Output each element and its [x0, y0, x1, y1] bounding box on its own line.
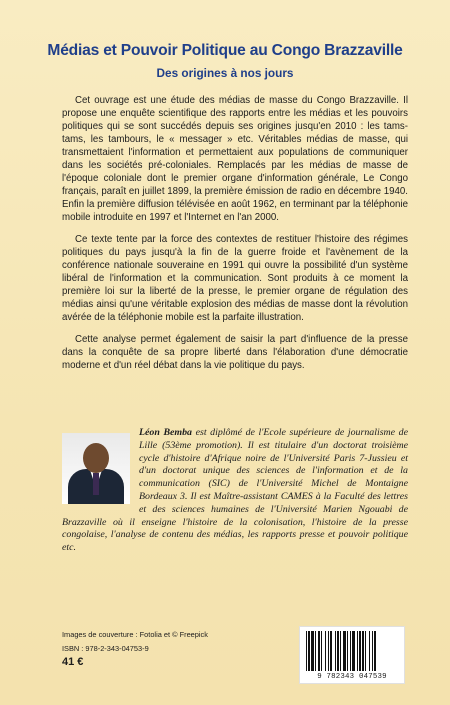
book-title: Médias et Pouvoir Politique au Congo Brazzaville: [47, 42, 403, 59]
barcode: [299, 626, 405, 684]
barcode-bars: [306, 631, 400, 671]
barcode-number: 9 782343 047539: [317, 673, 387, 681]
summary-paragraph-3: Cette analyse permet également de saisir la part d'influence de la presse dans la conquête de sa propre liberté dans l'élaboration d'une démocratie moderne et d'un réel débat dans la vie politique du pays.: [62, 334, 408, 371]
credits-block: [62, 628, 208, 670]
author-bio-text: est diplômé de l'Ecole supérieure de journalisme de Lille (53ème promotion). Il est titulaire d'un doctorat troisième cycle d'histoire d'Afrique noire de l'Université Paris 7-Jussieu et d'un doctorat unique des sciences de l'information et de la communication (SIC) de l'Université Michel de Montaigne Bordeaux 3. Il est Maître-assistant CAMES à la Faculté des lettres et des sciences humaines de l'Université Marien Ngouabi de Brazzaville où il enseigne l'histoire de la colonisation, l'histoire de la presse congolaise, l'analyse de contenu des médias, les rapports presse et pouvoir politique etc.: [62, 427, 408, 554]
summary-text: [62, 94, 408, 381]
author-name: Léon Bemba: [139, 427, 192, 438]
image-credits: Images de couverture : Fotolia et © Freepick: [62, 630, 208, 639]
isbn: ISBN : 978-2-343-04753-9: [62, 643, 149, 653]
author-bio: [62, 427, 408, 555]
price: 41 €: [62, 656, 84, 669]
book-subtitle: Des origines à nos jours: [156, 66, 294, 80]
summary-paragraph-2: Ce texte tente par la force des contextes de restituer l'histoire des régimes politiques du pays jusqu'à la fin de la guerre froide et l'avènement de la conférence nationale souveraine en 1991 qui ouvre la possibilité d'un système libéral de l'information et la communication. Sont produits à ce moment la première loi sur la liberté de la presse, le premier organe de régulation des médias ainsi qu'une véritable explosion des médias de masse dont la révolution avérée de la téléphonie mobile est la parfaite illustration.: [62, 234, 408, 323]
author-photo: [62, 433, 130, 504]
summary-paragraph-1: Cet ouvrage est une étude des médias de masse du Congo Brazzaville. Il propose une enquête scientifique des rapports entre les médias et les pouvoirs politiques qui se sont succédés depuis ses origines jusqu'en 2010 : les tams-tams, les tambours, le « messager » etc. Véritables médias de masse, qui transmettaient l'information et permettaient aux populations de communiquer dans les sociétés pré-coloniales. Remplacés par les médias de masse de l'époque coloniale dont le premier organe d'information générale, Le Congo français, paraît en juillet 1899, la première émission de radio en décembre 1940. Enfin la première diffusion télévisée en août 1962, en terminant par la téléphonie mobile introduite en 1997 et l'Internet en l'an 2000.: [62, 95, 408, 223]
